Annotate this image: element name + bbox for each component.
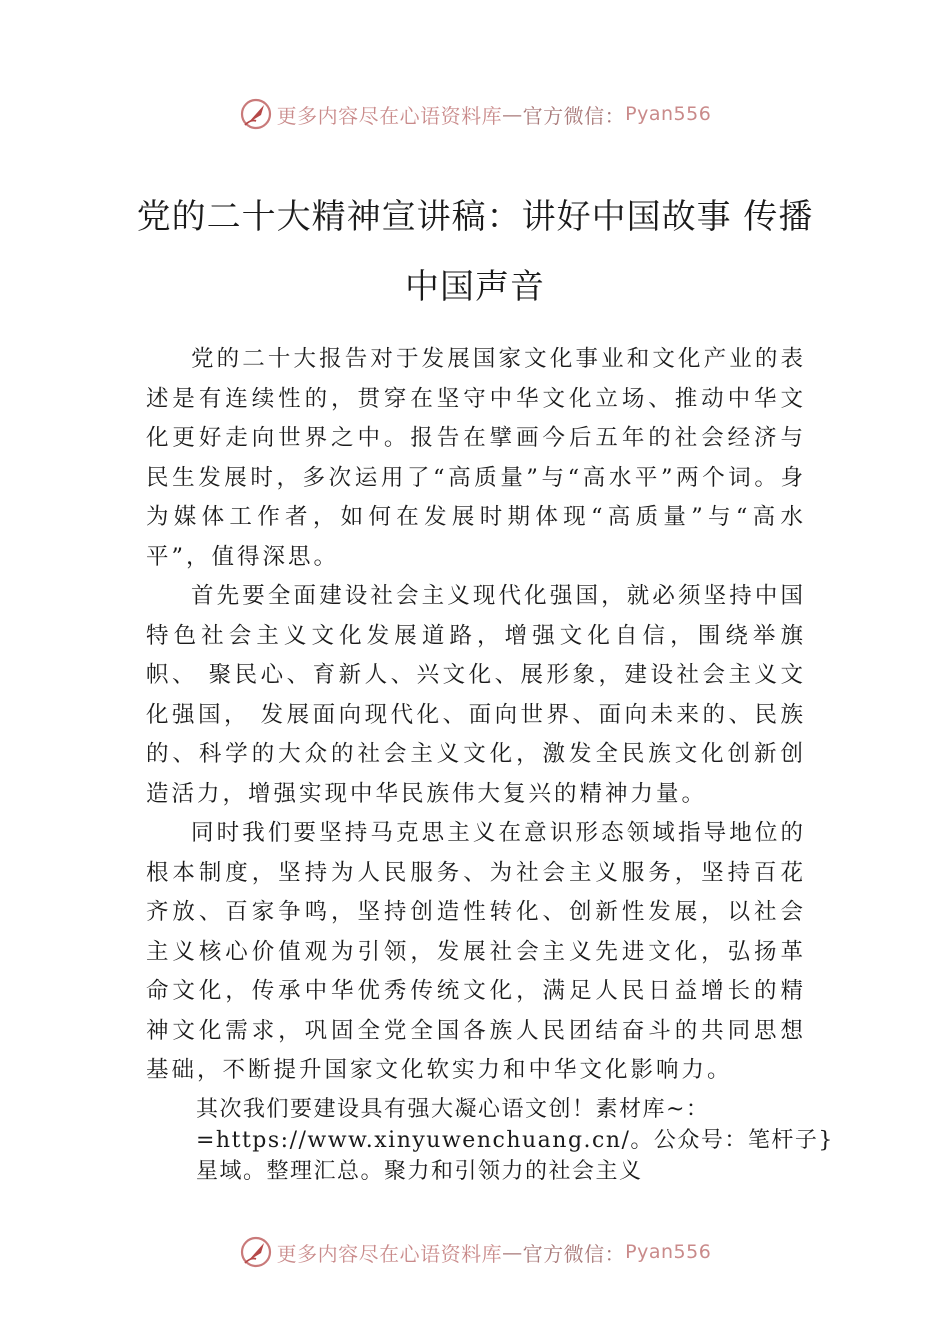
quill-logo-icon: [239, 97, 273, 131]
paragraph-1: 党的二十大报告对于发展国家文化事业和文化产业的表述是有连续性的，贯穿在坚守中华文化立场、推动中华文化更好走向世界之中。报告在擘画今后五年的社会经济与民生发展时，多次运用了“高质量”与“高水平”两个词。身为媒体工作者，如何在发展时期体现“高质量”与“高水平”，值得深思。: [146, 346, 806, 570]
banner-main-text: 更多内容尽在心语资料库: [276, 1241, 503, 1266]
banner-sub-text: 官方微信：: [522, 103, 626, 128]
banner-sub-text: 官方微信：: [522, 1241, 626, 1266]
document-body: [146, 340, 806, 1091]
banner-dash: —: [502, 102, 523, 126]
header-banner: [0, 94, 950, 134]
banner-dash: —: [502, 1240, 523, 1264]
banner-main-text: 更多内容尽在心语资料库: [276, 103, 503, 128]
banner-wechat-id: Pyan556: [625, 1241, 712, 1263]
footer-banner: [0, 1232, 950, 1272]
banner-wechat-id: Pyan556: [625, 103, 712, 125]
document-title: 党的二十大精神宣讲稿：讲好中国故事 传播中国声音: [136, 197, 814, 307]
paragraph-2: 首先要全面建设社会主义现代化强国，就必须坚持中国特色社会主义文化发展道路，增强文化自信，围绕举旗帜、 聚民心、育新人、兴文化、展形象，建设社会主义文化强国， 发展面向现代化、面向世界、面向未来的、民族的、科学的大众的社会主义文化，激发全民族文化创新创造活力，增强实现中华民族伟大复兴的精神力量。: [146, 583, 806, 807]
quill-logo-icon: [239, 1235, 273, 1269]
watermark-line-3: 星域。整理汇总。聚力和引领力的社会主义: [196, 1159, 643, 1184]
watermark-line-2: =https://www.xinyuwenchuang.cn/。公众号：笔杆子}: [196, 1128, 834, 1153]
watermark-text-block: [196, 1094, 834, 1187]
paragraph-3: 同时我们要坚持马克思主义在意识形态领域指导地位的根本制度，坚持为人民服务、为社会主义服务，坚持百花齐放、百家争鸣，坚持创造性转化、创新性发展，以社会主义核心价值观为引领，发展社会主义先进文化，弘扬革命文化，传承中华优秀传统文化，满足人民日益增长的精神文化需求，巩固全党全国各族人民团结奋斗的共同思想基础，不断提升国家文化软实力和中华文化影响力。: [146, 820, 806, 1083]
watermark-line-1: 其次我们要建设具有强大凝心语文创！素材库~：: [196, 1097, 710, 1122]
